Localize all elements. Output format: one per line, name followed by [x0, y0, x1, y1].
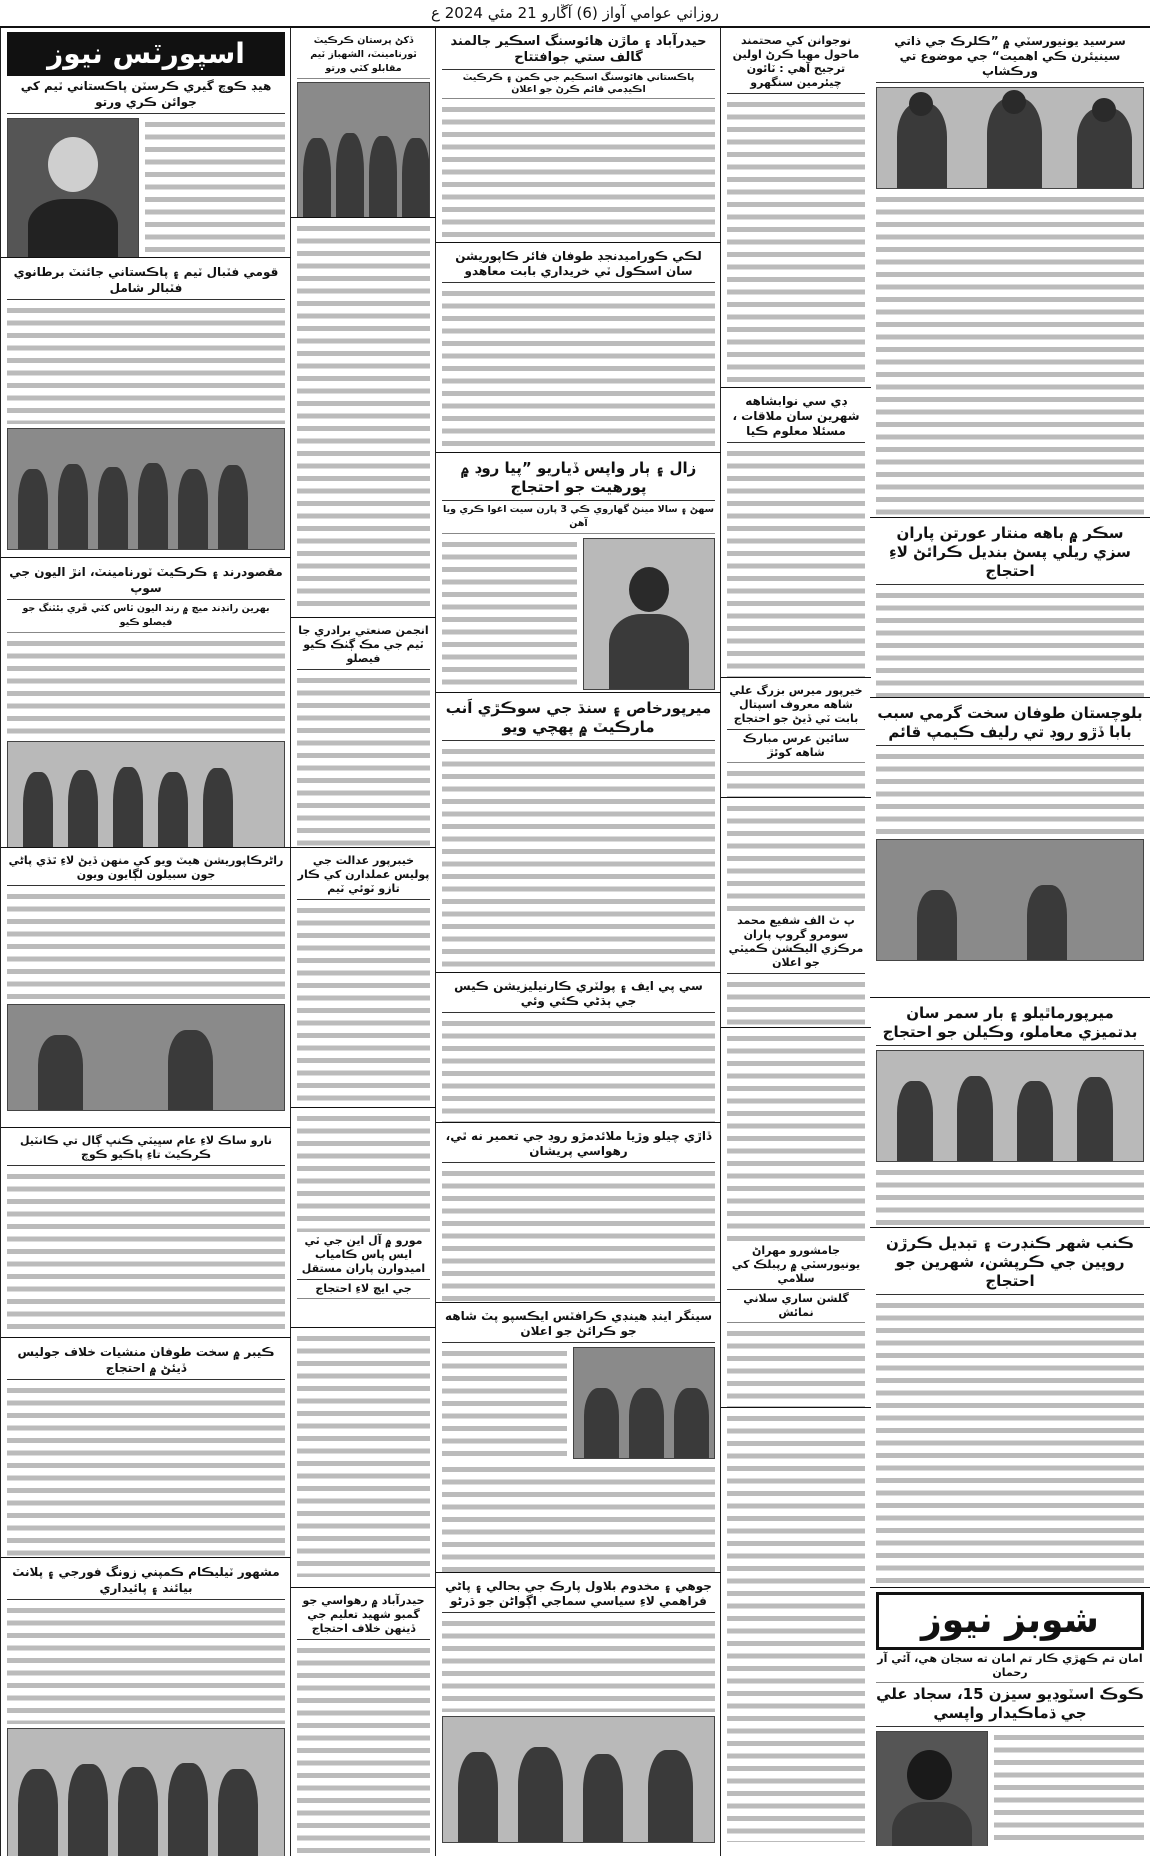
- person-figure: [118, 1767, 158, 1856]
- photo-zong-team: [7, 1728, 285, 1856]
- banner-text: اسپورٽس نيوز: [47, 37, 245, 70]
- headline: ڪنب شهر ڪنڊرت ۽ تبديل ڪرڙن روپين جي ڪرپشن، شهرين جو احتجاج: [876, 1232, 1144, 1295]
- column-1: [0, 28, 291, 1856]
- person-figure: [98, 467, 128, 549]
- showbiz-content: [876, 1731, 1144, 1846]
- headline: نوجوانن کي صحتمند ماحول مهيا ڪرڻ اولين ترجيح آهي : ٽائون چيئرمين سنگهرو: [727, 32, 865, 94]
- article-khairpur: [721, 678, 871, 798]
- article-park-sit-in: [436, 1573, 721, 1856]
- article-corruption: [870, 1228, 1150, 1588]
- sports-section: [1, 28, 291, 258]
- person-figure: [218, 465, 248, 549]
- article-candidates: [291, 1328, 436, 1588]
- person-figure: [203, 768, 233, 848]
- person-figure: [1027, 885, 1067, 960]
- article-body: [876, 1299, 1144, 1588]
- photo-singer: [876, 1731, 988, 1846]
- headline: خيبرپور عدالت جي پوليس عملدارن کي ڪار تازو ٽوئي ٽيم: [297, 852, 430, 900]
- article-body: [7, 637, 285, 737]
- headline: نارو ساڪ لاءِ عام سڀيٽي ڪنڀ ڳال تي ڪانٽيل ڪرڪيٽ تاءِ پاڪيو ڪوچ: [7, 1132, 285, 1166]
- headline: حيدرآباد ۾ رهواسي جو گمبو شهيد تعليم جي ڏينهن خلاف احتجاج: [297, 1592, 430, 1640]
- person-head: [907, 1750, 952, 1800]
- article-body: [442, 745, 715, 973]
- headline: ڏاڙي چيلو وڙيا ملائدمڙو روڊ جي تعمير نه ٿي، رهواسي پريشان: [442, 1127, 715, 1163]
- photo-protester: [583, 538, 715, 690]
- person-figure: [178, 469, 208, 549]
- headline: راڻرڪاپوريشن هيٽ ويو کي منهن ڏيڻ لاءِ ٿڌي پاڻي جون سبيلون لڳايون ويون: [7, 852, 285, 886]
- article-body: [876, 589, 1144, 698]
- person-figure: [18, 1769, 58, 1856]
- headline: سينگر اينڊ هينڊي ڪرافٽس ايڪسپو پٽ شاهه جو ڪرائڻ جو اعلان: [442, 1307, 715, 1343]
- article-content: [7, 118, 285, 258]
- headline: انجمن صنعتي برادري جا ٽيم جي مڪ ڳٺڪ ڪيو فيصلو: [297, 622, 430, 670]
- article-zong: [1, 1558, 291, 1856]
- person-head: [909, 92, 933, 116]
- person-figure: [584, 1388, 619, 1458]
- photo-water-stall: [7, 1004, 285, 1111]
- article-body: [727, 1327, 865, 1407]
- article-body: [994, 1731, 1144, 1846]
- person-figure: [158, 772, 188, 848]
- article-drugs-protest: [1, 1338, 291, 1558]
- headline: مشهور ٽيليڪام ڪمپني زونگ فورجي ۽ پلانٽ بيائند ۽ پائيداري: [7, 1562, 285, 1600]
- headline: ميرپورماٿيلو ۽ بار سمر سان بدتميزي معاملو، وڪيلن جو احتجاج: [876, 1002, 1144, 1046]
- person-figure: [68, 770, 98, 848]
- article-dc-meeting: [721, 388, 871, 678]
- photo-football-team: [7, 428, 285, 550]
- article-body: [727, 802, 865, 912]
- article-body: [297, 1332, 430, 1577]
- article-hyderabad-protest: [291, 1588, 436, 1856]
- headline: هيڊ ڪوچ گيري ڪرسٽن پاڪستاني ٽيم کي جوائن ڪري ورتو: [7, 76, 285, 114]
- person-figure: [583, 1754, 623, 1842]
- person-figure: [917, 890, 957, 960]
- article-misc: [721, 1408, 871, 1856]
- article-body: [297, 674, 430, 848]
- photo-relief: [876, 839, 1144, 961]
- article-body: [7, 304, 285, 424]
- person-figure: [23, 772, 53, 848]
- article-relief-camp: [870, 698, 1150, 998]
- headline: قومي فٽبال ٽيم ۽ پاڪستاني جائنٽ برطانوي فٽبالر شامل: [7, 262, 285, 300]
- article-content: [442, 538, 715, 690]
- photo-caption: ڏکڻ پرستان ڪرڪيٽ ٽورنامينٽ، الشهباز ٽيم مقابلو کٽي ورتو: [297, 32, 430, 79]
- article-football: [1, 258, 291, 558]
- person-figure: [629, 1388, 664, 1458]
- subheadline: امان تم ڪهڙي ڪار تم امان ته سجان هي، آئي آر رحمان: [876, 1650, 1144, 1683]
- article-body: [442, 1347, 567, 1457]
- column-5: [870, 28, 1150, 1856]
- article-body: [7, 1384, 285, 1558]
- masthead: روزاني عوامي آواز (6) آڱارو 21 مئي 2024 ع: [0, 0, 1150, 28]
- article-youth: [721, 28, 871, 388]
- article-body: [442, 1017, 715, 1123]
- person-figure: [648, 1750, 693, 1842]
- headline: سرسيد يونيورسٽي ۾ ”ڪلرڪ جي ذاتي سينيئرن ڪي اهميت“ جي موضوع تي ورڪشاپ: [876, 32, 1144, 83]
- article-body: [727, 767, 865, 798]
- person-head: [1092, 98, 1116, 122]
- person-figure: [369, 136, 397, 218]
- headline: مقصودرند ۽ ڪرڪيٽ ٽورنامينٽ، انڙ اليون جي سوپ: [7, 562, 285, 600]
- article-mango-market: [436, 693, 721, 973]
- article-lawyers: [870, 998, 1150, 1228]
- headline: سڪر ۾ باهه منتار عورتن پاران سزي ريلي پسڻ بنديل ڪرائڻ لاءِ احتجاج: [876, 522, 1144, 585]
- article-body: [876, 750, 1144, 835]
- person-figure: [168, 1763, 208, 1856]
- article-column2-a: [291, 218, 436, 618]
- article-trade-body: [291, 618, 436, 848]
- person-figure: [402, 138, 430, 218]
- article-body: [7, 890, 285, 1000]
- subheadline: سائين عرس مبارڪ شاهه کوئڙ: [727, 730, 865, 763]
- person-figure: [458, 1752, 498, 1842]
- article-cricket-tournament: [1, 558, 291, 848]
- article-body: [727, 1412, 865, 1842]
- banner-text: شوبز نيوز: [921, 1600, 1099, 1641]
- article-kidnap-protest: [436, 453, 721, 693]
- article-fire-brigade: [436, 243, 721, 453]
- column-4: [720, 28, 871, 1856]
- photo-sit-in: [442, 1716, 715, 1843]
- headline: ڪوڪ اسٽوڊيو سيزن 15، سجاد علي جي ڌماڪيدار واپسي: [876, 1683, 1144, 1727]
- article-body: [145, 118, 285, 258]
- person-figure: [68, 1764, 108, 1856]
- headline: پ ٽ الف شفيع محمد سومرو گروپ پاران مرڪزي اليڪشن ڪميٽي جو اعلان: [727, 912, 865, 974]
- article-body: [876, 193, 1144, 518]
- person-head: [629, 567, 669, 612]
- article-body: [442, 1617, 715, 1712]
- person-head: [1002, 90, 1026, 114]
- headline: لڪي ڪوراميدنجڊ طوفان فائر ڪاپوريشن سان اسڪول ٽي خريداري بابت معاهدو: [442, 247, 715, 283]
- person-figure: [892, 1802, 972, 1846]
- sports-banner: [7, 32, 285, 76]
- article-body: [727, 978, 865, 1028]
- photo-protest: [876, 1050, 1144, 1162]
- person-figure: [957, 1076, 993, 1161]
- person-figure: [1077, 1077, 1113, 1161]
- article-cricket-photo: [291, 28, 436, 218]
- photo-ceremony: [876, 87, 1144, 189]
- article-court: [291, 848, 436, 1108]
- headline: مورو ۾ آل اين جي ٽي ايس پاس ڪامياب اميدوارن پاران مستقل: [297, 1232, 430, 1280]
- photo-cricket-tournament: [7, 741, 285, 848]
- person-figure: [168, 1030, 213, 1110]
- article-mehran: [721, 1028, 871, 1408]
- person-figure: [336, 133, 364, 218]
- person-figure: [897, 1081, 933, 1161]
- headline: جوهي ۽ مخدوم بلاول پارڪ جي بحالي ۽ پاڻي فراهمي لاءِ سياسي سماجي اڳواڻن جو ڌرڻو: [442, 1577, 715, 1613]
- person-figure: [518, 1747, 563, 1842]
- headline: بلوچستان طوفان سخت گرمي سبب بابا ڏڙو روڊ تي رليف ڪيمپ قائم: [876, 702, 1144, 746]
- person-figure: [113, 767, 143, 848]
- article-body: [297, 904, 430, 1108]
- article-sukkur: [870, 518, 1150, 698]
- headline: حيدرآباد ۽ ماڙن هائوسنگ اسڪير جالمند گالف ستي جوافتتاح: [442, 32, 715, 70]
- article-expo: [436, 1303, 721, 1573]
- headline: ڊي سي نوابشاهه شهرين سان ملاقات ، مسئلا معلوم ڪيا: [727, 392, 865, 443]
- headline: ڪيبر ۾ سخت طوفان منشيات خلاف جوليس ڏيئڻ ۾ احتجاج: [7, 1342, 285, 1380]
- headline: زال ۽ ٻار واپس ڏياريو ”پيا روڊ ۾ پورهيت جو احتجاج: [442, 457, 715, 501]
- photo-cricket-team: [297, 82, 430, 218]
- article-body: [442, 538, 577, 688]
- article-election: [721, 798, 871, 1028]
- headline: خيرپور ميرس بزرگ علي شاهه معروف اسپتال بابت ٽي ڏيڻ جو احتجاج: [727, 682, 865, 730]
- article-body: [297, 222, 430, 607]
- person-figure: [138, 463, 168, 549]
- person-figure: [674, 1388, 709, 1458]
- article-body: [297, 1112, 430, 1232]
- person-head: [48, 137, 98, 192]
- showbiz-banner: [876, 1592, 1144, 1650]
- subheadline: پاڪستاني هائوسنگ اسڪيم جي ڪمن ۽ ڪرڪيٽ اڪيڊمي قائم ڪرڻ جو اعلان: [442, 70, 715, 99]
- article-road: [436, 1123, 721, 1303]
- article-content: [442, 1347, 715, 1459]
- article-workshop: [870, 28, 1150, 518]
- article-body: [442, 1463, 715, 1573]
- subheadline: بهرين رانڊند ميچ ۾ رند اليون ٽاس کٽي ڦري بئٽنگ جو فيصلو ڪيو: [7, 600, 285, 633]
- article-education: [291, 1108, 436, 1328]
- article-body: [727, 1032, 865, 1242]
- article-body: [876, 1166, 1144, 1226]
- person-figure: [1017, 1081, 1053, 1161]
- subheadline: جي ايچ لاءِ احتجاج: [297, 1280, 430, 1299]
- photo-meeting: [573, 1347, 715, 1459]
- headline: جامشورو مهراڻ يونيورسٽي ۾ رپبلڪ کي سلامي: [727, 1242, 865, 1290]
- person-figure: [38, 1035, 83, 1110]
- article-body: [7, 1604, 285, 1724]
- column-2: [290, 28, 436, 1856]
- person-figure: [218, 1769, 258, 1856]
- headline: ميرپورخاص ۽ سنڌ جي سوڪڙي اَنب مارڪيٽ ۾ پهچي ويو: [442, 697, 715, 741]
- subheadline: سهڻ ۽ سالا مينڻ گهاروي ڪي 3 پارن سيت اغوا ڪري ويا آهن: [442, 501, 715, 534]
- article-body: [442, 103, 715, 243]
- person-figure: [28, 199, 118, 258]
- article-poultry-case: [436, 973, 721, 1123]
- showbiz-section: [870, 1588, 1150, 1846]
- article-water-stalls: [1, 848, 291, 1128]
- article-body: [442, 287, 715, 453]
- person-figure: [58, 464, 88, 549]
- article-body: [7, 1170, 285, 1335]
- column-3: [435, 28, 721, 1856]
- headline: سي پي ايف ۽ پولٽري ڪارنيليزيشن ڪيس جي ٻڌڻي ڪئي وئي: [442, 977, 715, 1013]
- article-nawabshah: [1, 1128, 291, 1338]
- person-figure: [18, 469, 48, 549]
- subheadline: گلشن ساري سلاني نمائش: [727, 1290, 865, 1323]
- person-figure: [303, 138, 331, 218]
- photo-coach: [7, 118, 139, 258]
- article-body: [727, 447, 865, 678]
- article-body: [442, 1167, 715, 1303]
- article-golf-city: [436, 28, 721, 243]
- person-figure: [609, 614, 689, 689]
- article-body: [297, 1644, 430, 1854]
- article-body: [727, 98, 865, 388]
